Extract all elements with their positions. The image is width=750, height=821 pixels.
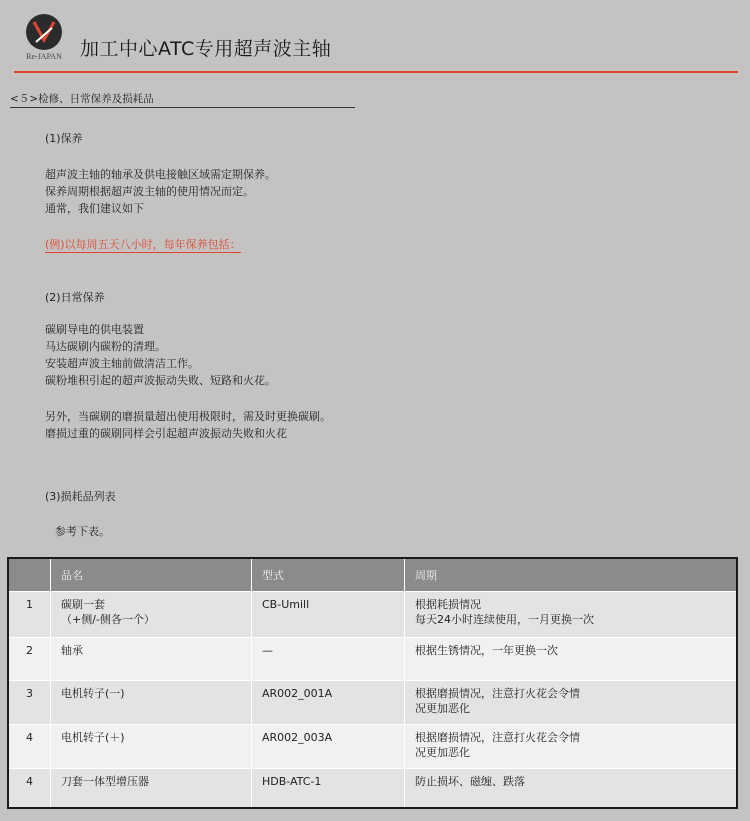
table-cell-model: — (252, 638, 405, 680)
table-cell-no: 1 (9, 592, 51, 637)
maintenance-heading: (1)保养 (45, 132, 83, 145)
consumables-table (7, 557, 738, 809)
daily-line: 安装超声波主轴前做清洁工作。 (45, 357, 199, 370)
table-cell-no: 4 (9, 769, 51, 807)
consumables-note: 参考下表。 (55, 525, 110, 538)
consumables-heading: (3)损耗品列表 (45, 490, 116, 503)
table-row (9, 638, 736, 681)
maintenance-highlight: (例)以每周五天八小时，每年保养包括： (45, 238, 241, 251)
table-row (9, 769, 736, 807)
maintenance-line: 超声波主轴的轴承及供电接触区域需定期保养。 (45, 168, 276, 181)
table-cell-period (405, 681, 736, 724)
table-cell-line: （+侧/-侧各一个） (61, 613, 155, 626)
table-header-cell (9, 559, 51, 591)
table-cell-no: 3 (9, 681, 51, 724)
table-cell-line: 根据耗损情况 (415, 598, 481, 611)
table-cell-line: 根据生锈情况，一年更换一次 (415, 644, 558, 657)
table-cell-model: AR002_003A (252, 725, 405, 768)
table-cell-line: 刀套一体型增压器 (61, 775, 149, 788)
daily-line: 碳刷导电的供电装置 (45, 323, 144, 336)
table-header-cell: 周期 (415, 569, 437, 582)
table-cell-model: AR002_001A (252, 681, 405, 724)
table-cell-name (51, 638, 252, 680)
table-cell-line: 电机转子(一) (61, 687, 125, 700)
logo-text: Re-JAPAN (26, 52, 62, 61)
table-cell-no: 2 (9, 638, 51, 680)
daily-line: 磨损过重的碳刷同样会引起超声波振动失败和火花 (45, 427, 287, 440)
table-cell-name (51, 592, 252, 637)
table-cell-line: 根据磨损情况，注意打火花会令情 (415, 731, 580, 744)
table-row (9, 681, 736, 725)
table-cell-name (51, 725, 252, 768)
maintenance-line: 通常，我们建议如下 (45, 202, 144, 215)
daily-line: 碳粉堆积引起的超声波振动失败、短路和火花。 (45, 374, 276, 387)
page-title: 加工中心ATC专用超声波主轴 (80, 38, 332, 60)
table-cell-period (405, 725, 736, 768)
header-divider (14, 71, 738, 73)
table-cell-line: 碳刷一套 (61, 598, 105, 611)
table-cell-no: 4 (9, 725, 51, 768)
table-cell-period (405, 592, 736, 637)
table-cell-name (51, 769, 252, 807)
table-header-cell: 型式 (252, 559, 405, 591)
table-header-row (9, 559, 736, 592)
table-header-cell: 品名 (51, 559, 252, 591)
page-header (0, 0, 750, 76)
table-cell-period (405, 638, 736, 680)
table-cell-line: 轴承 (61, 644, 83, 657)
table-cell-line: 每天24小时连续使用，一月更换一次 (415, 613, 594, 626)
section-title: <５>检修、日常保养及损耗品 (10, 91, 355, 108)
maintenance-line: 保养周期根据超声波主轴的使用情况而定。 (45, 185, 254, 198)
daily-line: 马达碳刷内碳粉的清理。 (45, 340, 166, 353)
daily-heading: (2)日常保养 (45, 291, 105, 304)
table-cell-line: 电机转子(＋) (61, 731, 125, 744)
table-cell-line: 况更加恶化 (415, 702, 470, 715)
table-row (9, 725, 736, 769)
table-cell-line: 根据磨损情况，注意打火花会令情 (415, 687, 580, 700)
table-cell-model: CB-Umill (252, 592, 405, 637)
table-cell-line: 况更加恶化 (415, 746, 470, 759)
table-cell-model: HDB-ATC-1 (252, 769, 405, 807)
daily-line: 另外，当碳刷的磨损量超出使用极限时，需及时更换碳刷。 (45, 410, 331, 423)
table-cell-period (405, 769, 736, 807)
table-cell-line: 防止损坏、磁缠、跌落 (415, 775, 525, 788)
table-cell-name (51, 681, 252, 724)
table-row (9, 592, 736, 638)
